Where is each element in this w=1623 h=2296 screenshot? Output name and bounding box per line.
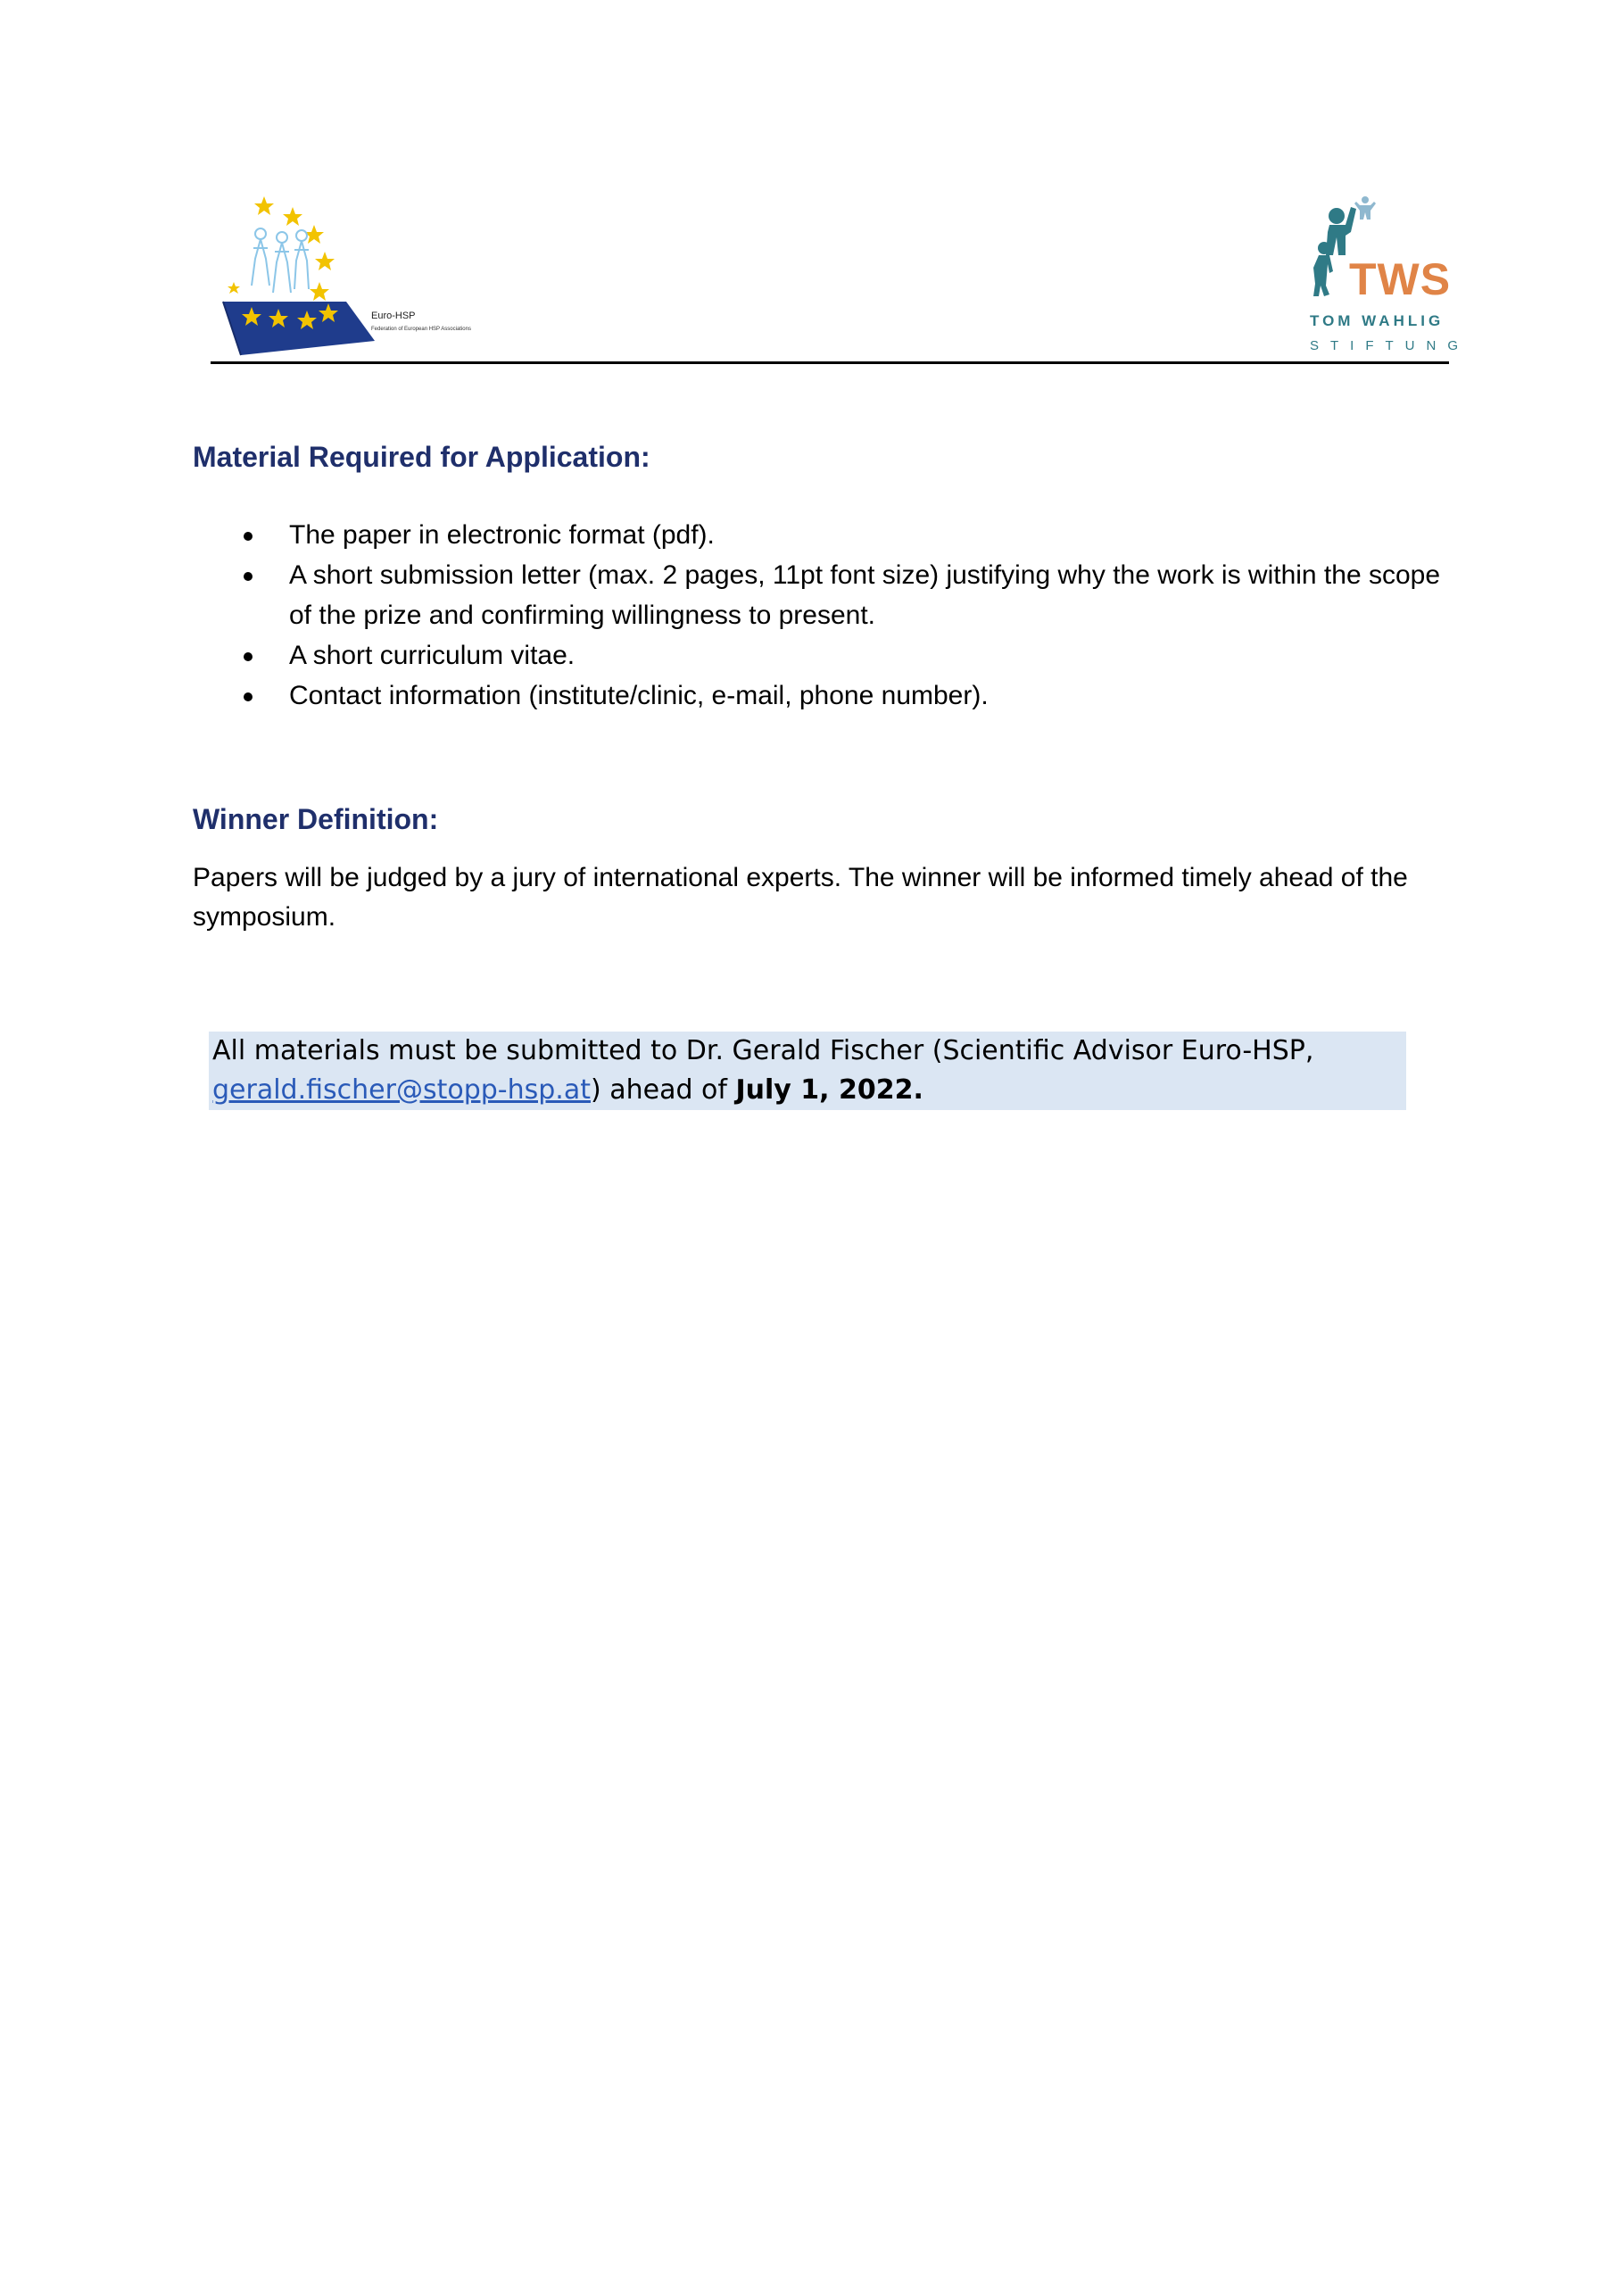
list-item	[193, 555, 1442, 635]
email-link[interactable]: gerald.fischer@stopp-hsp.at	[212, 1074, 591, 1106]
bullet-icon	[244, 572, 253, 581]
tws-letters: TWS	[1349, 254, 1452, 304]
deadline-date: July 1, 2022.	[735, 1074, 923, 1106]
list-item-text: Contact information (institute/clinic, e-mail, phone number).	[289, 681, 989, 710]
bullet-icon	[244, 652, 253, 661]
submission-callout	[209, 1032, 1406, 1110]
bullet-icon	[244, 692, 253, 701]
list-item	[193, 515, 1442, 555]
tws-name: TOM WAHLIG	[1310, 312, 1445, 329]
callout-text	[212, 1032, 1404, 1110]
material-list	[193, 515, 1442, 716]
list-item-text: A short curriculum vitae.	[289, 641, 576, 670]
euro-hsp-name: Euro-HSP	[371, 311, 416, 321]
winner-heading: Winner Definition:	[193, 803, 439, 835]
euro-hsp-logo-graphic	[214, 196, 535, 366]
callout-prefix: All materials must be submitted to Dr. Gerald Fischer (Scientific Advisor Euro-HSP,	[212, 1035, 1314, 1066]
material-heading: Material Required for Application:	[193, 441, 650, 473]
list-item-text: The paper in electronic format (pdf).	[289, 520, 715, 550]
header-divider	[211, 361, 1449, 364]
euro-hsp-subtitle: Federation of European HSP Associations	[371, 327, 471, 332]
callout-middle: ) ahead of	[590, 1074, 736, 1106]
tws-stiftung: STIFTUNG	[1310, 338, 1470, 353]
list-item	[193, 676, 1442, 716]
tws-logo	[1303, 196, 1472, 361]
bullet-icon	[244, 532, 253, 541]
euro-hsp-logo	[214, 196, 535, 366]
list-item	[193, 635, 1442, 676]
winner-paragraph: Papers will be judged by a jury of international experts. The winner will be informed timely ahead of the symposium.	[193, 863, 1408, 932]
list-item-text: A short submission letter (max. 2 pages, 11pt font size) justifying why the work is within the scope of the prize and confirming willingness to present.	[289, 560, 1441, 630]
